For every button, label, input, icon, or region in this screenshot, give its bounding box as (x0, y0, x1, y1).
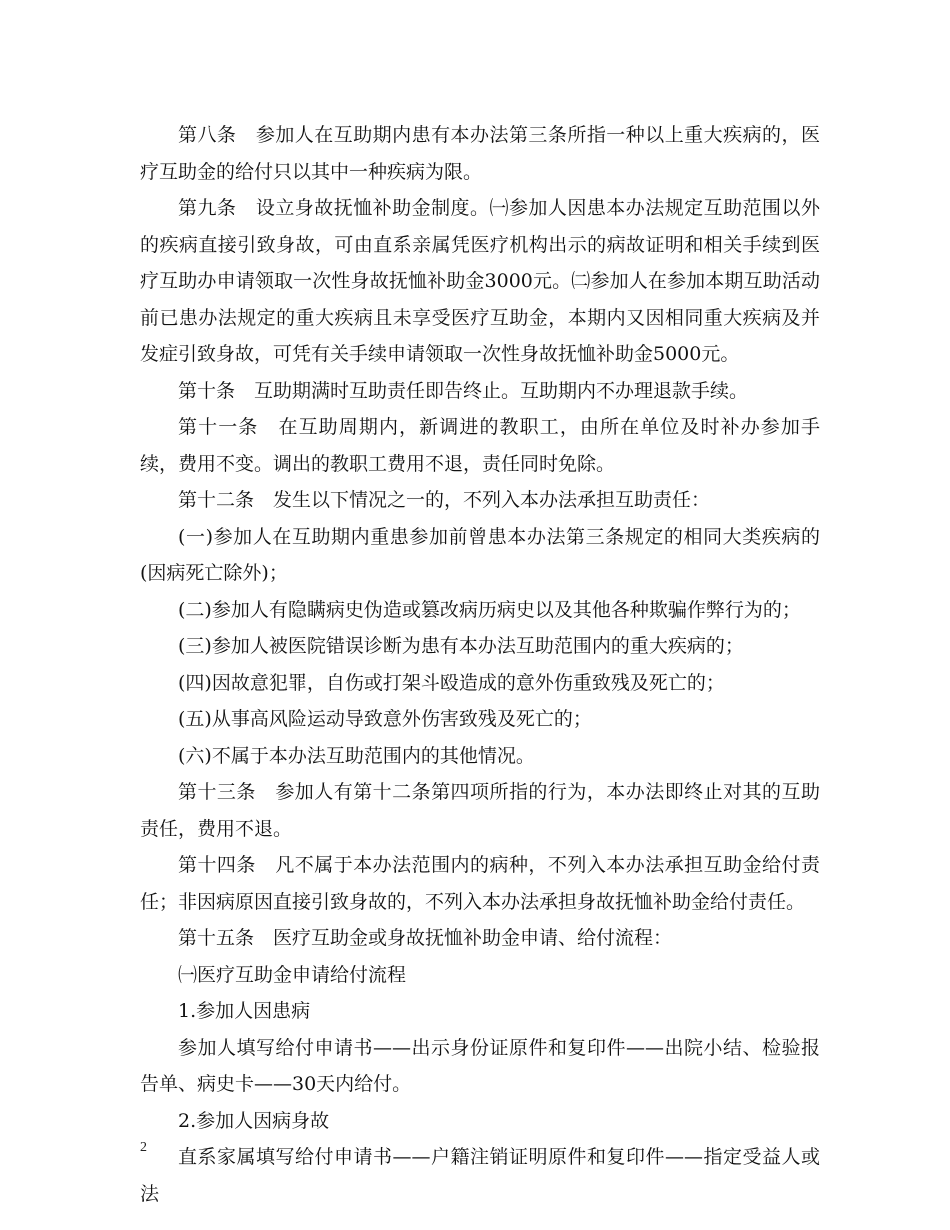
process-step-death-text: 直系家属填写给付申请书——户籍注销证明原件和复印件——指定受益人或法 (140, 1146, 820, 1205)
article-8-paragraph: 第八条 参加人在互助期内患有本办法第三条所指一种以上重大疾病的，医疗互助金的给付只以其中一种疾病为限。 (140, 124, 820, 183)
process-step-death-heading: 2.参加人因病身故 (178, 1109, 330, 1132)
exclusion-item-6: (六)不属于本办法互助范围内的其他情况。 (178, 744, 535, 767)
exclusion-item-4: (四)因故意犯罪，自伤或打架斗殴造成的意外伤重致残及死亡的； (178, 671, 725, 694)
article-10-paragraph: 第十条 互助期满时互助责任即告终止。互助期内不办理退款手续。 (178, 379, 749, 402)
article-14-paragraph: 第十四条 凡不属于本办法范围内的病种，不列入本办法承担互助金给付责任；非因病原因直接引致身故的，不列入本办法承担身故抚恤补助金给付责任。 (140, 854, 820, 913)
page-number: 2 (140, 1140, 147, 1155)
article-11-paragraph: 第十一条 在互助周期内，新调进的教职工，由所在单位及时补办参加手续，费用不变。调出的教职工费用不退，责任同时免除。 (140, 416, 820, 475)
article-9-paragraph: 第九条 设立身故抚恤补助金制度。㈠参加人因患本办法规定互助范围以外的疾病直接引致身故，可由直系亲属凭医疗机构出示的病故证明和相关手续到医疗互助办申请领取一次性身故抚恤补助金3000元。㈡参加人在参加本期互助活动前已患办法规定的重大疾病且未享受医疗互助金，本期内又因相同重大疾病及并发症引致身故，可凭有关手续申请领取一次性身故抚恤补助金5000元。 (140, 197, 820, 365)
exclusion-item-3: (三)参加人被医院错误诊断为患有本办法互助范围内的重大疾病的； (178, 635, 744, 657)
document-body (140, 117, 820, 1212)
article-12-paragraph: 第十二条 发生以下情况之一的，不列入本办法承担互助责任： (178, 489, 711, 511)
exclusion-item-5: (五)从事高风险运动导致意外伤害致残及死亡的； (178, 708, 592, 730)
process-step-illness-text: 参加人填写给付申请书——出示身份证原件和复印件——出院小结、检验报告单、病史卡——30天内给付。 (140, 1036, 820, 1095)
medical-aid-process-heading: ㈠医疗互助金申请给付流程 (178, 963, 407, 986)
exclusion-item-1: (一)参加人在互助期内重患参加前曾患本办法第三条规定的相同大类疾病的(因病死亡除外)； (140, 525, 820, 584)
article-15-paragraph: 第十五条 医疗互助金或身故抚恤补助金申请、给付流程： (178, 927, 673, 949)
process-step-illness-heading: 1.参加人因患病 (178, 1000, 311, 1022)
exclusion-item-2: (二)参加人有隐瞒病史伪造或篡改病历病史以及其他各种欺骗作弊行为的； (178, 598, 801, 621)
article-13-paragraph: 第十三条 参加人有第十二条第四项所指的行为，本办法即终止对其的互助责任，费用不退。 (140, 781, 820, 840)
